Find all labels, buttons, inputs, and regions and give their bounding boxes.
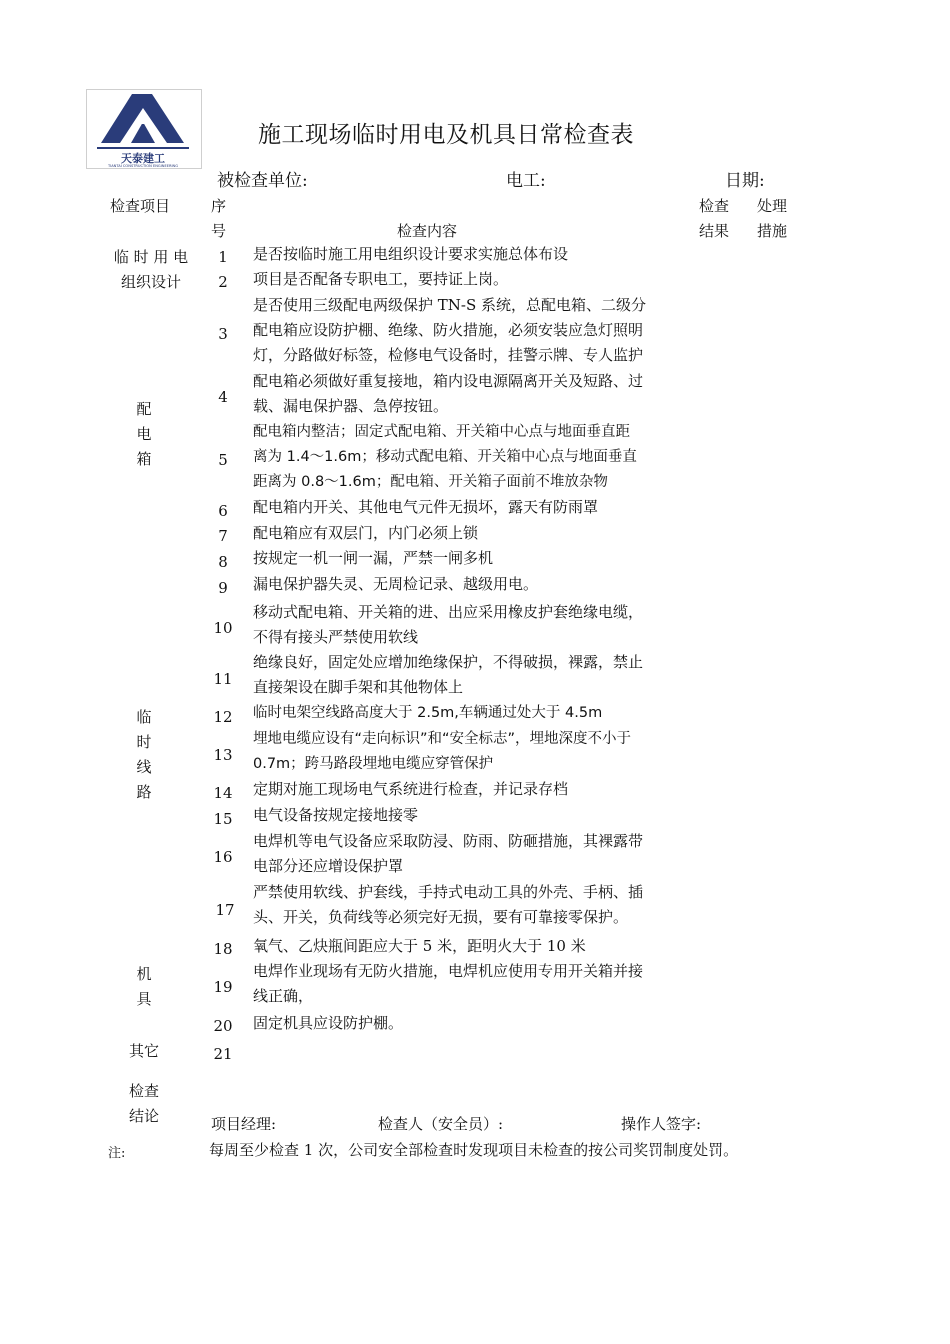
content-line: 0.7m；跨马路段埋地电缆应穿管保护 [253, 756, 494, 772]
page-title: 施工现场临时用电及机具日常检查表 [258, 122, 634, 148]
content-line: 直接架设在脚手架和其他物体上 [253, 678, 464, 696]
content-line: 按规定一机一闸一漏，严禁一闸多机 [253, 549, 494, 567]
content-line: 电焊作业现场有无防火措施，电焊机应使用专用开关箱并接 [253, 962, 644, 980]
row-content [253, 521, 478, 546]
row-number: 14 [213, 784, 233, 802]
project-manager-label: 项目经理: [211, 1115, 277, 1133]
row-content [253, 829, 643, 879]
category-line: 路 [136, 783, 152, 801]
category-line: 组织设计 [120, 273, 181, 291]
content-line: 是否使用三级配电两级保护 TN-S 系统，总配电箱、二级分 [253, 296, 647, 314]
row-content [253, 959, 643, 1009]
row-number: 18 [213, 940, 233, 958]
row-number: 21 [213, 1045, 233, 1063]
content-line: 移动式配电箱、开关箱的进、出应采用橡皮护套绝缘电缆， [253, 603, 644, 621]
category-line: 线 [136, 758, 152, 776]
inspector-label: 检查人（安全员）: [378, 1115, 504, 1133]
content-line: 电部分还应增设保护罩 [253, 857, 404, 875]
row-content [253, 293, 646, 368]
content-line: 项目是否配备专职电工，要持证上岗。 [253, 270, 509, 288]
category-line: 电 [136, 425, 152, 443]
row-number: 11 [213, 670, 233, 688]
row-number: 4 [218, 388, 228, 406]
content-line: 埋地电缆应设有“走向标识”和“安全标志”，埋地深度不小于 [253, 731, 632, 747]
row-number: 8 [218, 553, 228, 571]
category-machinery [130, 962, 158, 1012]
row-number: 10 [213, 619, 233, 637]
column-header-result-2: 结果 [699, 222, 730, 240]
content-line: 定期对施工现场电气系统进行检查，并记录存档 [253, 780, 569, 798]
content-line: 是否按临时施工用电组织设计要求实施总体布设 [253, 245, 569, 263]
row-number: 12 [213, 708, 233, 726]
column-header-measure: 处理 [757, 197, 788, 215]
category-temp-lines [130, 705, 158, 805]
row-content [253, 803, 418, 828]
content-line: 离为 1.4～1.6m；移动式配电箱、开关箱中心点与地面垂直 [253, 449, 637, 465]
row-number: 20 [213, 1017, 233, 1035]
category-conclusion [122, 1079, 166, 1129]
content-line: 载、漏电保护器、急停按钮。 [253, 397, 449, 415]
category-line: 箱 [136, 450, 152, 468]
content-line: 漏电保护器失灵、无周检记录、越级用电。 [253, 575, 539, 593]
row-number: 16 [213, 848, 233, 866]
row-content [253, 369, 643, 419]
row-number: 17 [215, 901, 235, 919]
row-number: 3 [218, 325, 228, 343]
content-line: 严禁使用软线、护套线，手持式电动工具的外壳、手柄、插 [253, 883, 644, 901]
category-line: 临 时 用 电 [113, 248, 189, 266]
row-content [253, 777, 568, 802]
inspected-unit-label: 被检查单位: [217, 171, 308, 191]
company-logo [86, 89, 202, 169]
row-content [253, 572, 538, 597]
date-label: 日期: [725, 171, 765, 191]
row-content [253, 267, 508, 292]
content-line: 配电箱内整洁；固定式配电箱、开关箱中心点与地面垂直距 [253, 424, 630, 440]
category-line: 检查 [128, 1082, 159, 1100]
row-content [253, 495, 598, 520]
category-line: 配 [136, 400, 152, 418]
column-header-seq-2: 号 [211, 222, 227, 240]
content-line: 灯，分路做好标签，检修电气设备时，挂警示牌、专人监护 [253, 346, 644, 364]
content-line: 氧气、乙炔瓶间距应大于 5 米，距明火大于 10 米 [253, 937, 586, 955]
category-distribution-box [130, 397, 158, 472]
note-label: 注: [108, 1146, 126, 1161]
column-header-measure-2: 措施 [757, 222, 788, 240]
row-content [253, 880, 643, 930]
category-temp-power-design [109, 245, 193, 295]
row-content [253, 1011, 403, 1036]
row-number: 13 [213, 746, 233, 764]
svg-text:TIANTAI CONSTRUCTION ENGINEERI: TIANTAI CONSTRUCTION ENGINEERING [107, 164, 179, 168]
category-line: 机 [136, 965, 152, 983]
row-number: 15 [213, 810, 233, 828]
category-line: 具 [136, 990, 152, 1008]
svg-text:天泰建工: 天泰建工 [121, 152, 165, 165]
row-content [253, 242, 568, 267]
content-line: 距离为 0.8～1.6m；配电箱、开关箱子面前不堆放杂物 [253, 474, 608, 490]
column-header-seq: 序 [211, 197, 227, 215]
note-text: 每周至少检查 1 次，公司安全部检查时发现项目未检查的按公司奖罚制度处罚。 [209, 1141, 739, 1159]
category-line: 时 [136, 733, 152, 751]
row-number: 5 [218, 451, 228, 469]
electrician-label: 电工: [506, 171, 546, 191]
row-content [253, 420, 637, 495]
row-number: 1 [218, 248, 228, 266]
content-line: 头、开关，负荷线等必须完好无损，要有可靠接零保护。 [253, 908, 629, 926]
content-line: 固定机具应设防护棚。 [253, 1014, 404, 1032]
row-number: 6 [218, 502, 228, 520]
category-line: 其它 [128, 1042, 159, 1060]
row-number: 9 [218, 579, 228, 597]
row-content [253, 546, 493, 571]
row-number: 7 [218, 527, 228, 545]
content-line: 不得有接头严禁使用软线 [253, 628, 419, 646]
content-line: 临时电架空线路高度大于 2.5m,车辆通过处大于 4.5m [253, 705, 603, 721]
category-line: 结论 [128, 1107, 159, 1125]
operator-signature-label: 操作人签字: [621, 1115, 702, 1133]
category-other [122, 1039, 166, 1064]
column-header-content: 检查内容 [397, 222, 458, 240]
content-line: 配电箱应有双层门，内门必须上锁 [253, 524, 479, 542]
content-line: 配电箱内开关、其他电气元件无损坏，露天有防雨罩 [253, 498, 599, 516]
content-line: 线正确， [253, 987, 314, 1005]
content-line: 绝缘良好，固定处应增加绝缘保护，不得破损，裸露，禁止 [253, 653, 644, 671]
row-content [253, 727, 631, 777]
content-line: 配电箱应设防护棚、绝缘、防火措施，必须安装应急灯照明 [253, 321, 644, 339]
content-line: 电焊机等电气设备应采取防浸、防雨、防砸措施，其裸露带 [253, 832, 644, 850]
column-header-result: 检查 [699, 197, 730, 215]
category-line: 临 [136, 708, 152, 726]
row-content [253, 934, 586, 959]
row-number: 19 [213, 978, 233, 996]
row-content [253, 701, 602, 726]
content-line: 电气设备按规定接地接零 [253, 806, 419, 824]
column-header-item: 检查项目 [110, 197, 171, 215]
row-content [253, 600, 643, 650]
row-number: 2 [218, 273, 228, 291]
content-line: 配电箱必须做好重复接地，箱内设电源隔离开关及短路、过 [253, 372, 644, 390]
row-content [253, 650, 643, 700]
logo-graphic [87, 90, 201, 168]
